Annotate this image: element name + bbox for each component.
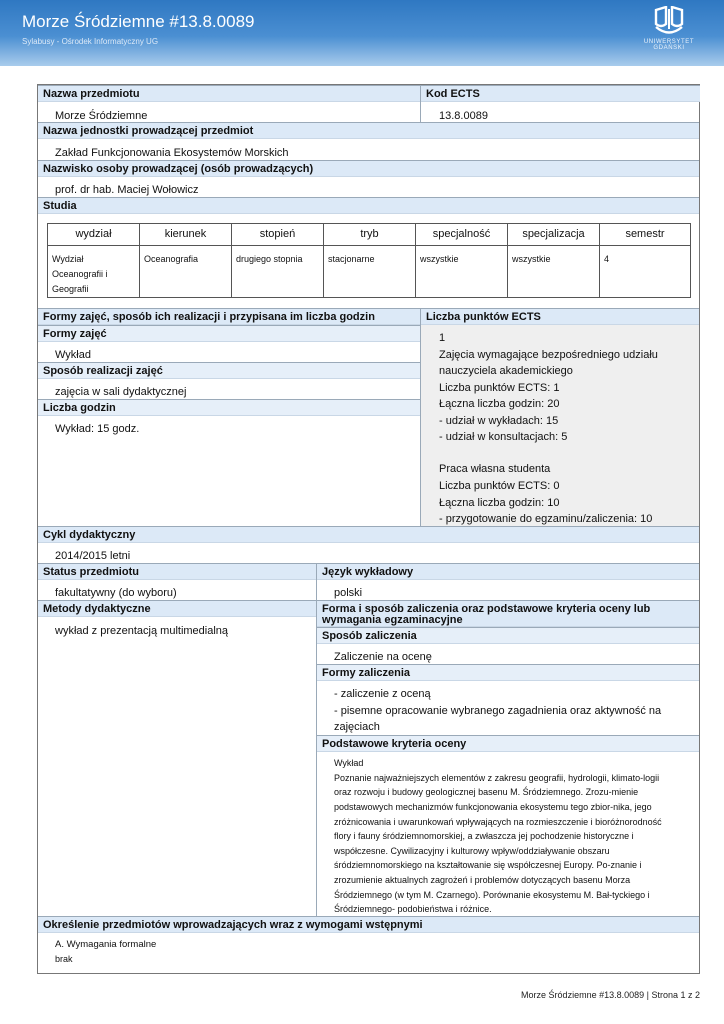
forms-label: Formy zajęć, sposób ich realizacji i przypisana im liczba godzin: [38, 308, 420, 325]
syllabus-document: [37, 84, 700, 974]
forms-types: Wykład: [55, 349, 91, 361]
methods-label: Metody dydaktyczne: [38, 600, 316, 617]
studia-cell: Oceanografia: [144, 254, 199, 264]
ects-line: - udział w konsultacjach: 5: [439, 431, 568, 443]
studia-cell: drugiego stopnia: [236, 254, 303, 264]
studia-header: tryb: [360, 228, 379, 240]
divider: [420, 308, 421, 526]
unit-label: Nazwa jednostki prowadzącej przedmiot: [38, 122, 699, 139]
ects-line: 1: [439, 332, 446, 344]
assessment-label: [317, 600, 699, 627]
studia-header: semestr: [625, 228, 665, 240]
ects-line: Praca własna studenta: [439, 463, 551, 475]
lecturer-name: prof. dr hab. Maciej Wołowicz: [55, 184, 199, 196]
university-logo: [628, 6, 710, 52]
criteria-line: Śródziemnego- podobieństwa i różnice.: [334, 904, 492, 914]
criteria-line: flory i fauny śródziemnomorskiej, a zwłaszcza jej pochodzenie historyczne i: [334, 831, 634, 841]
ects-line: Zajęcia wymagające bezpośredniego udziału: [439, 349, 658, 361]
criteria-line: współczesne. Cywilizacyjny i kulturowy wpływ/oddziaływanie obszaru: [334, 846, 610, 856]
studia-cell: 4: [604, 254, 610, 264]
assessment-forms-label: Formy zaliczenia: [317, 664, 699, 681]
studia-header: specjalizacja: [522, 228, 585, 240]
hours-value: Wykład: 15 godz.: [55, 423, 140, 435]
hours-label: Liczba godzin: [38, 399, 420, 416]
studia-header: wydział: [75, 228, 112, 240]
criteria-line: zrozumienie aktualnych zagrożeń i problemów dotyczących basenu Morza: [334, 875, 631, 885]
criteria-line: Poznanie najważniejszych elementów z zakresu geografii, hydrologii, klimato-logii: [334, 773, 660, 783]
studia-cell: stacjonarne: [328, 254, 375, 264]
prereq-formal-label: A. Wymagania formalne: [55, 939, 157, 950]
criteria-line: zróżnicowania i uwarunkowań wpływających na rozmieszczenie i bioróżnorodność: [334, 817, 662, 827]
studia-cell: wszystkie: [512, 254, 551, 264]
assessment-form: - zaliczenie z oceną: [334, 688, 431, 700]
assessment-label-line: Forma i sposób zaliczenia oraz podstawowe kryteria oceny lub: [322, 603, 651, 615]
method-value: zajęcia w sali dydaktycznej: [55, 386, 187, 398]
unit-name: Zakład Funkcjonowania Ekosystemów Morskich: [55, 147, 289, 159]
ects-line: Liczba punktów ECTS: 0: [439, 480, 560, 492]
ects-line: Liczba punktów ECTS: 1: [439, 382, 560, 394]
course-name: Morze Śródziemne: [55, 110, 148, 122]
ects-points-label: Liczba punktów ECTS: [421, 308, 699, 325]
assessment-label-line: wymagania egzaminacyjne: [322, 614, 463, 626]
logo-text: UNIWERSYTET GDAŃSKI: [643, 39, 695, 51]
ects-code-label: Kod ECTS: [421, 85, 700, 102]
page-title: Morze Śródziemne #13.8.0089: [22, 12, 255, 31]
studia-header: stopień: [259, 228, 296, 240]
university-crest-icon: [652, 6, 686, 36]
criteria-line: oraz rozwoju i budowy geologicznej basenu M. Śródziemnego. Zrozu-mienie: [334, 787, 639, 797]
page-header: [0, 0, 724, 66]
studia-header: kierunek: [164, 228, 207, 240]
method-label: Sposób realizacji zajęć: [38, 362, 420, 379]
assessment-form: zajęciach: [334, 721, 380, 733]
prereq-formal: brak: [55, 954, 73, 964]
language-value: polski: [334, 587, 363, 599]
criteria-label: Podstawowe kryteria oceny: [317, 735, 699, 752]
criteria-line: podstawowych mechanizmów funkcjonowania ekosystemu tego zbior-nika, jego: [334, 802, 652, 812]
assessment-form: - pisemne opracowanie wybranego zagadnienia oraz aktywność na: [334, 705, 662, 717]
language-label: Język wykładowy: [317, 563, 699, 580]
cycle-value: 2014/2015 letni: [55, 550, 131, 562]
assessment-method-label: Sposób zaliczenia: [317, 627, 699, 644]
ects-line: - przygotowanie do egzaminu/zaliczenia: 10: [439, 513, 653, 525]
methods-value: wykład z prezentacją multimedialną: [55, 625, 229, 637]
studia-header: specjalność: [432, 228, 491, 240]
criteria-line: śródziemnomorskiego na kształtowanie się współczesnej Europy. Po-znanie i: [334, 860, 642, 870]
studia-label: Studia: [38, 197, 699, 214]
criteria-line: Wykład: [334, 758, 364, 768]
criteria-line: Śródziemnego (w tym M. Czarnego). Porównanie ekosystemu M. Bał-tyckiego i: [334, 890, 650, 900]
forms-types-label: Formy zajęć: [38, 325, 420, 342]
studia-table: [47, 223, 691, 298]
cycle-label: Cykl dydaktyczny: [38, 526, 699, 543]
studia-cell: wszystkie: [420, 254, 459, 264]
assessment-method: Zaliczenie na ocenę: [334, 651, 432, 663]
ects-line: Łączna liczba godzin: 20: [439, 398, 560, 410]
status-label: Status przedmiotu: [38, 563, 316, 580]
status-value: fakultatywny (do wyboru): [55, 587, 177, 599]
lecturer-label: Nazwisko osoby prowadzącej (osób prowadzących): [38, 160, 699, 177]
ects-line: nauczyciela akademickiego: [439, 365, 573, 377]
course-name-label: Nazwa przedmiotu: [38, 85, 420, 102]
ects-code: 13.8.0089: [439, 110, 488, 122]
divider: [420, 85, 421, 122]
studia-cell: Wydział Oceanografii i Geografii: [52, 254, 108, 294]
ects-line: Łączna liczba godzin: 10: [439, 497, 560, 509]
page-subtitle: Sylabusy - Ośrodek Informatyczny UG: [22, 37, 159, 46]
prereq-label: Określenie przedmiotów wprowadzających wraz z wymogami wstępnymi: [38, 916, 699, 933]
page-footer: Morze Śródziemne #13.8.0089 | Strona 1 z 2: [521, 990, 700, 1000]
ects-line: - udział w wykładach: 15: [439, 415, 559, 427]
